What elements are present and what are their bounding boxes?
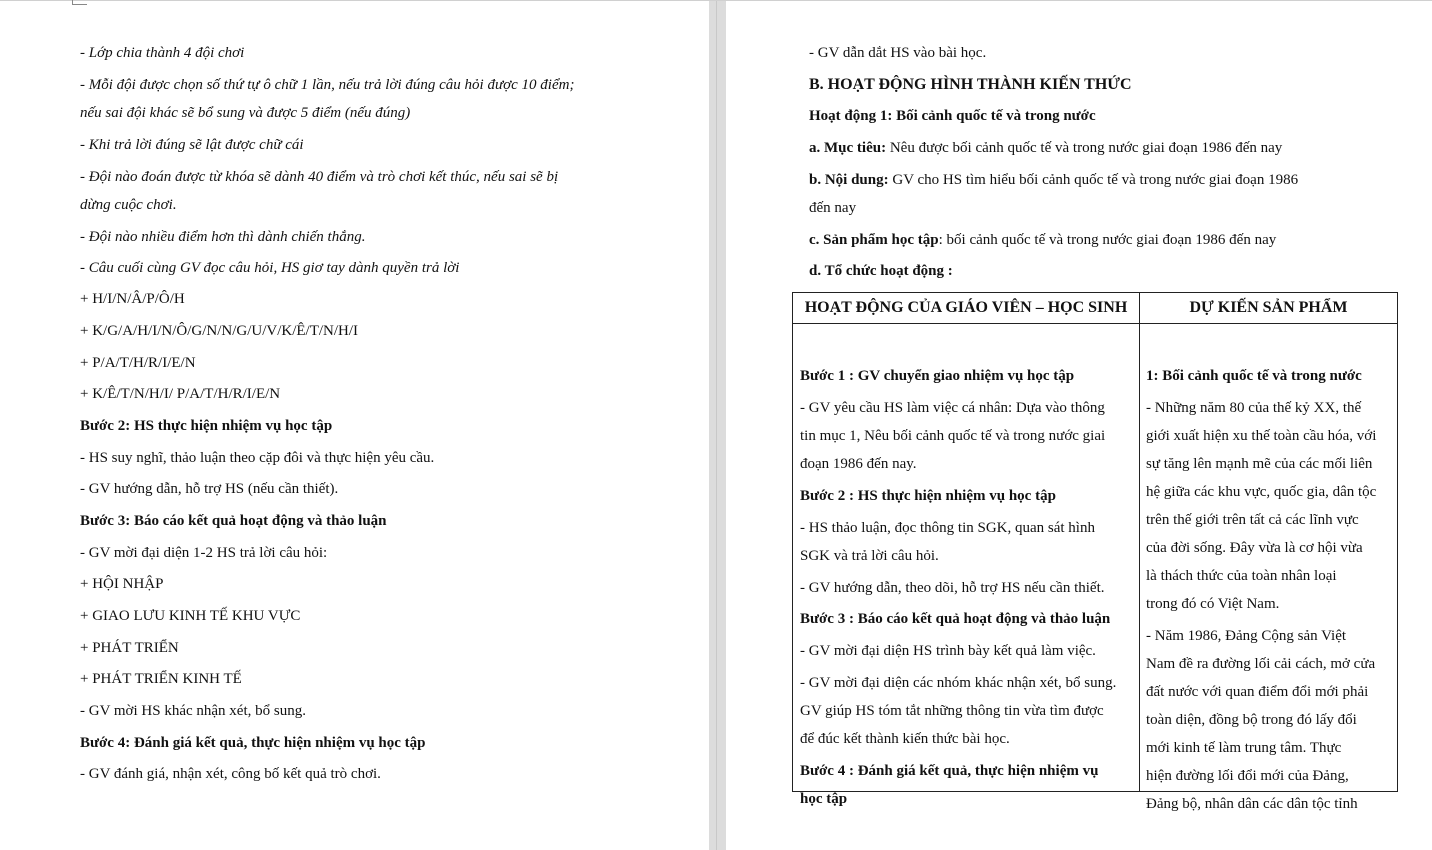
text-line: - Đội nào đoán được từ khóa sẽ dành 40 điểm và trò chơi kết thúc, nếu sai sẽ bị: [80, 169, 559, 185]
activity-table: [792, 292, 1398, 812]
table-row: [793, 324, 1398, 792]
table-text-line: đoạn 1986 đến nay.: [800, 456, 917, 472]
keyword-line: + P/A/T/H/R/I/E/N: [80, 355, 196, 371]
product-heading: 1: Bối cảnh quốc tế và trong nước: [1146, 368, 1362, 384]
activity-cell: [793, 324, 1140, 807]
content-line: [809, 171, 1298, 189]
table-text-line: GV giúp HS tóm tắt những thông tin vừa tìm được: [800, 703, 1104, 719]
text-line: - GV đánh giá, nhận xét, công bố kết quả trò chơi.: [80, 766, 381, 782]
text-line: - Lớp chia thành 4 đội chơi: [80, 45, 245, 61]
header-expected-product: DỰ KIẾN SẢN PHẨM: [1140, 293, 1398, 324]
step-heading: Bước 2: HS thực hiện nhiệm vụ học tập: [80, 418, 333, 434]
text-line: dừng cuộc chơi.: [80, 197, 177, 213]
keyword-line: + H/I/N/Â/P/Ô/H: [80, 291, 185, 307]
page-divider: [716, 1, 717, 850]
table-text-line: - GV mời đại diện các nhóm khác nhận xét, bổ sung.: [800, 675, 1117, 691]
goal-text: Nêu được bối cảnh quốc tế và trong nước giai đoạn 1986 đến nay: [886, 140, 1283, 156]
organization-heading: d. Tổ chức hoạt động :: [809, 263, 953, 279]
text-line: - GV mời HS khác nhận xét, bổ sung.: [80, 703, 306, 719]
product-text-line: Đảng bộ, nhân dân các dân tộc tỉnh: [1146, 796, 1358, 812]
goal-line: [809, 139, 1282, 157]
product-text-line: giới xuất hiện xu thế toàn cầu hóa, với: [1146, 428, 1377, 444]
keyword-line: + K/Ê/T/N/H/I/ P/A/T/H/R/I/E/N: [80, 386, 281, 402]
product-text-line: của đời sống. Đây vừa là cơ hội vừa: [1146, 540, 1363, 556]
margin-corner-mark: [72, 0, 87, 5]
table-step-heading: Bước 1 : GV chuyển giao nhiệm vụ học tập: [800, 368, 1075, 384]
text-line: - Mỗi đội được chọn số thứ tự ô chữ 1 lần, nếu trả lời đúng câu hỏi được 10 điểm;: [80, 77, 575, 93]
page-gap: [709, 1, 726, 850]
product-text-line: hệ giữa các khu vực, quốc gia, dân tộc: [1146, 484, 1377, 500]
product-text-line: - Những năm 80 của thế kỷ XX, thế: [1146, 400, 1362, 416]
text-line: - Đội nào nhiều điểm hơn thì dành chiến thắng.: [80, 229, 366, 245]
table-text-line: - GV mời đại diện HS trình bày kết quả làm việc.: [800, 643, 1096, 659]
product-label: c. Sản phẩm học tập: [809, 232, 939, 248]
answer-line: + HỘI NHẬP: [80, 576, 164, 592]
table-step-heading: Bước 2 : HS thực hiện nhiệm vụ học tập: [800, 488, 1056, 504]
table-text-line: - HS thảo luận, đọc thông tin SGK, quan sát hình: [800, 520, 1095, 536]
content-label: b. Nội dung:: [809, 172, 889, 188]
text-line: - Khi trả lời đúng sẽ lật được chữ cái: [80, 137, 304, 153]
table-text-line: SGK và trả lời câu hỏi.: [800, 548, 939, 564]
header-teacher-student: HOẠT ĐỘNG CỦA GIÁO VIÊN – HỌC SINH: [793, 293, 1140, 324]
product-text-line: trong đó có Việt Nam.: [1146, 596, 1280, 612]
content-text: GV cho HS tìm hiểu bối cảnh quốc tế và trong nước giai đoạn 1986: [888, 172, 1299, 188]
table-text-line: - GV hướng dẫn, theo dõi, hỗ trợ HS nếu cần thiết.: [800, 580, 1105, 596]
answer-line: + GIAO LƯU KINH TẾ KHU VỰC: [80, 608, 301, 624]
table-text-line: tin mục 1, Nêu bối cảnh quốc tế và trong nước giai: [800, 428, 1106, 444]
table-step-heading: Bước 3 : Báo cáo kết quả hoạt động và thảo luận: [800, 611, 1111, 627]
product-text-line: toàn diện, đồng bộ trong đó lấy đổi: [1146, 712, 1357, 728]
intro-line: - GV dẫn dắt HS vào bài học.: [809, 45, 987, 61]
product-cell: [1140, 324, 1398, 812]
answer-line: + PHÁT TRIỂN: [80, 640, 179, 656]
product-text-line: đất nước với quan điểm đổi mới phải: [1146, 684, 1369, 700]
step-heading: Bước 4: Đánh giá kết quả, thực hiện nhiệm vụ học tập: [80, 735, 426, 751]
table-header-row: [793, 293, 1398, 324]
product-text-line: - Năm 1986, Đảng Cộng sản Việt: [1146, 628, 1347, 644]
table-text-line: - GV yêu cầu HS làm việc cá nhân: Dựa vào thông: [800, 400, 1105, 416]
product-text-line: hiện đường lối đổi mới của Đảng,: [1146, 768, 1349, 784]
product-text-line: trên thế giới trên tất cả các lĩnh vực: [1146, 512, 1359, 528]
content-line-continued: đến nay: [809, 200, 857, 216]
text-line: - HS suy nghĩ, thảo luận theo cặp đôi và thực hiện yêu cầu.: [80, 450, 435, 466]
text-line: - GV hướng dẫn, hỗ trợ HS (nếu cần thiết).: [80, 481, 339, 497]
answer-line: + PHÁT TRIỂN KINH TẾ: [80, 671, 242, 687]
product-text: : bối cảnh quốc tế và trong nước giai đoạn 1986 đến nay: [938, 232, 1277, 248]
product-line: [809, 231, 1276, 249]
text-line: - GV mời đại diện 1-2 HS trả lời câu hỏi:: [80, 545, 328, 561]
product-text-line: sự tăng lên mạnh mẽ của các mối liên: [1146, 456, 1373, 472]
step-heading: Bước 3: Báo cáo kết quả hoạt động và thảo luận: [80, 513, 387, 529]
table-text-line: để đúc kết thành kiến thức bài học.: [800, 731, 1010, 747]
product-text-line: là thách thức của toàn nhân loại: [1146, 568, 1337, 584]
product-text-line: Nam đề ra đường lối cải cách, mở cửa: [1146, 656, 1376, 672]
text-line: - Câu cuối cùng GV đọc câu hỏi, HS giơ tay dành quyền trả lời: [80, 260, 460, 276]
product-text-line: mới kinh tế làm trung tâm. Thực: [1146, 740, 1342, 756]
goal-label: a. Mục tiêu:: [809, 140, 887, 156]
section-heading: B. HOẠT ĐỘNG HÌNH THÀNH KIẾN THỨC: [809, 76, 1132, 93]
activity-title: Hoạt động 1: Bối cảnh quốc tế và trong nước: [809, 108, 1096, 124]
text-line: nếu sai đội khác sẽ bổ sung và được 5 điểm (nếu đúng): [80, 105, 411, 121]
keyword-line: + K/G/A/H/I/N/Ô/G/N/N/G/U/V/K/Ê/T/N/H/I: [80, 323, 359, 339]
table-step-heading: Bước 4 : Đánh giá kết quả, thực hiện nhiệm vụ: [800, 763, 1099, 779]
table-step-heading: học tập: [800, 791, 848, 807]
